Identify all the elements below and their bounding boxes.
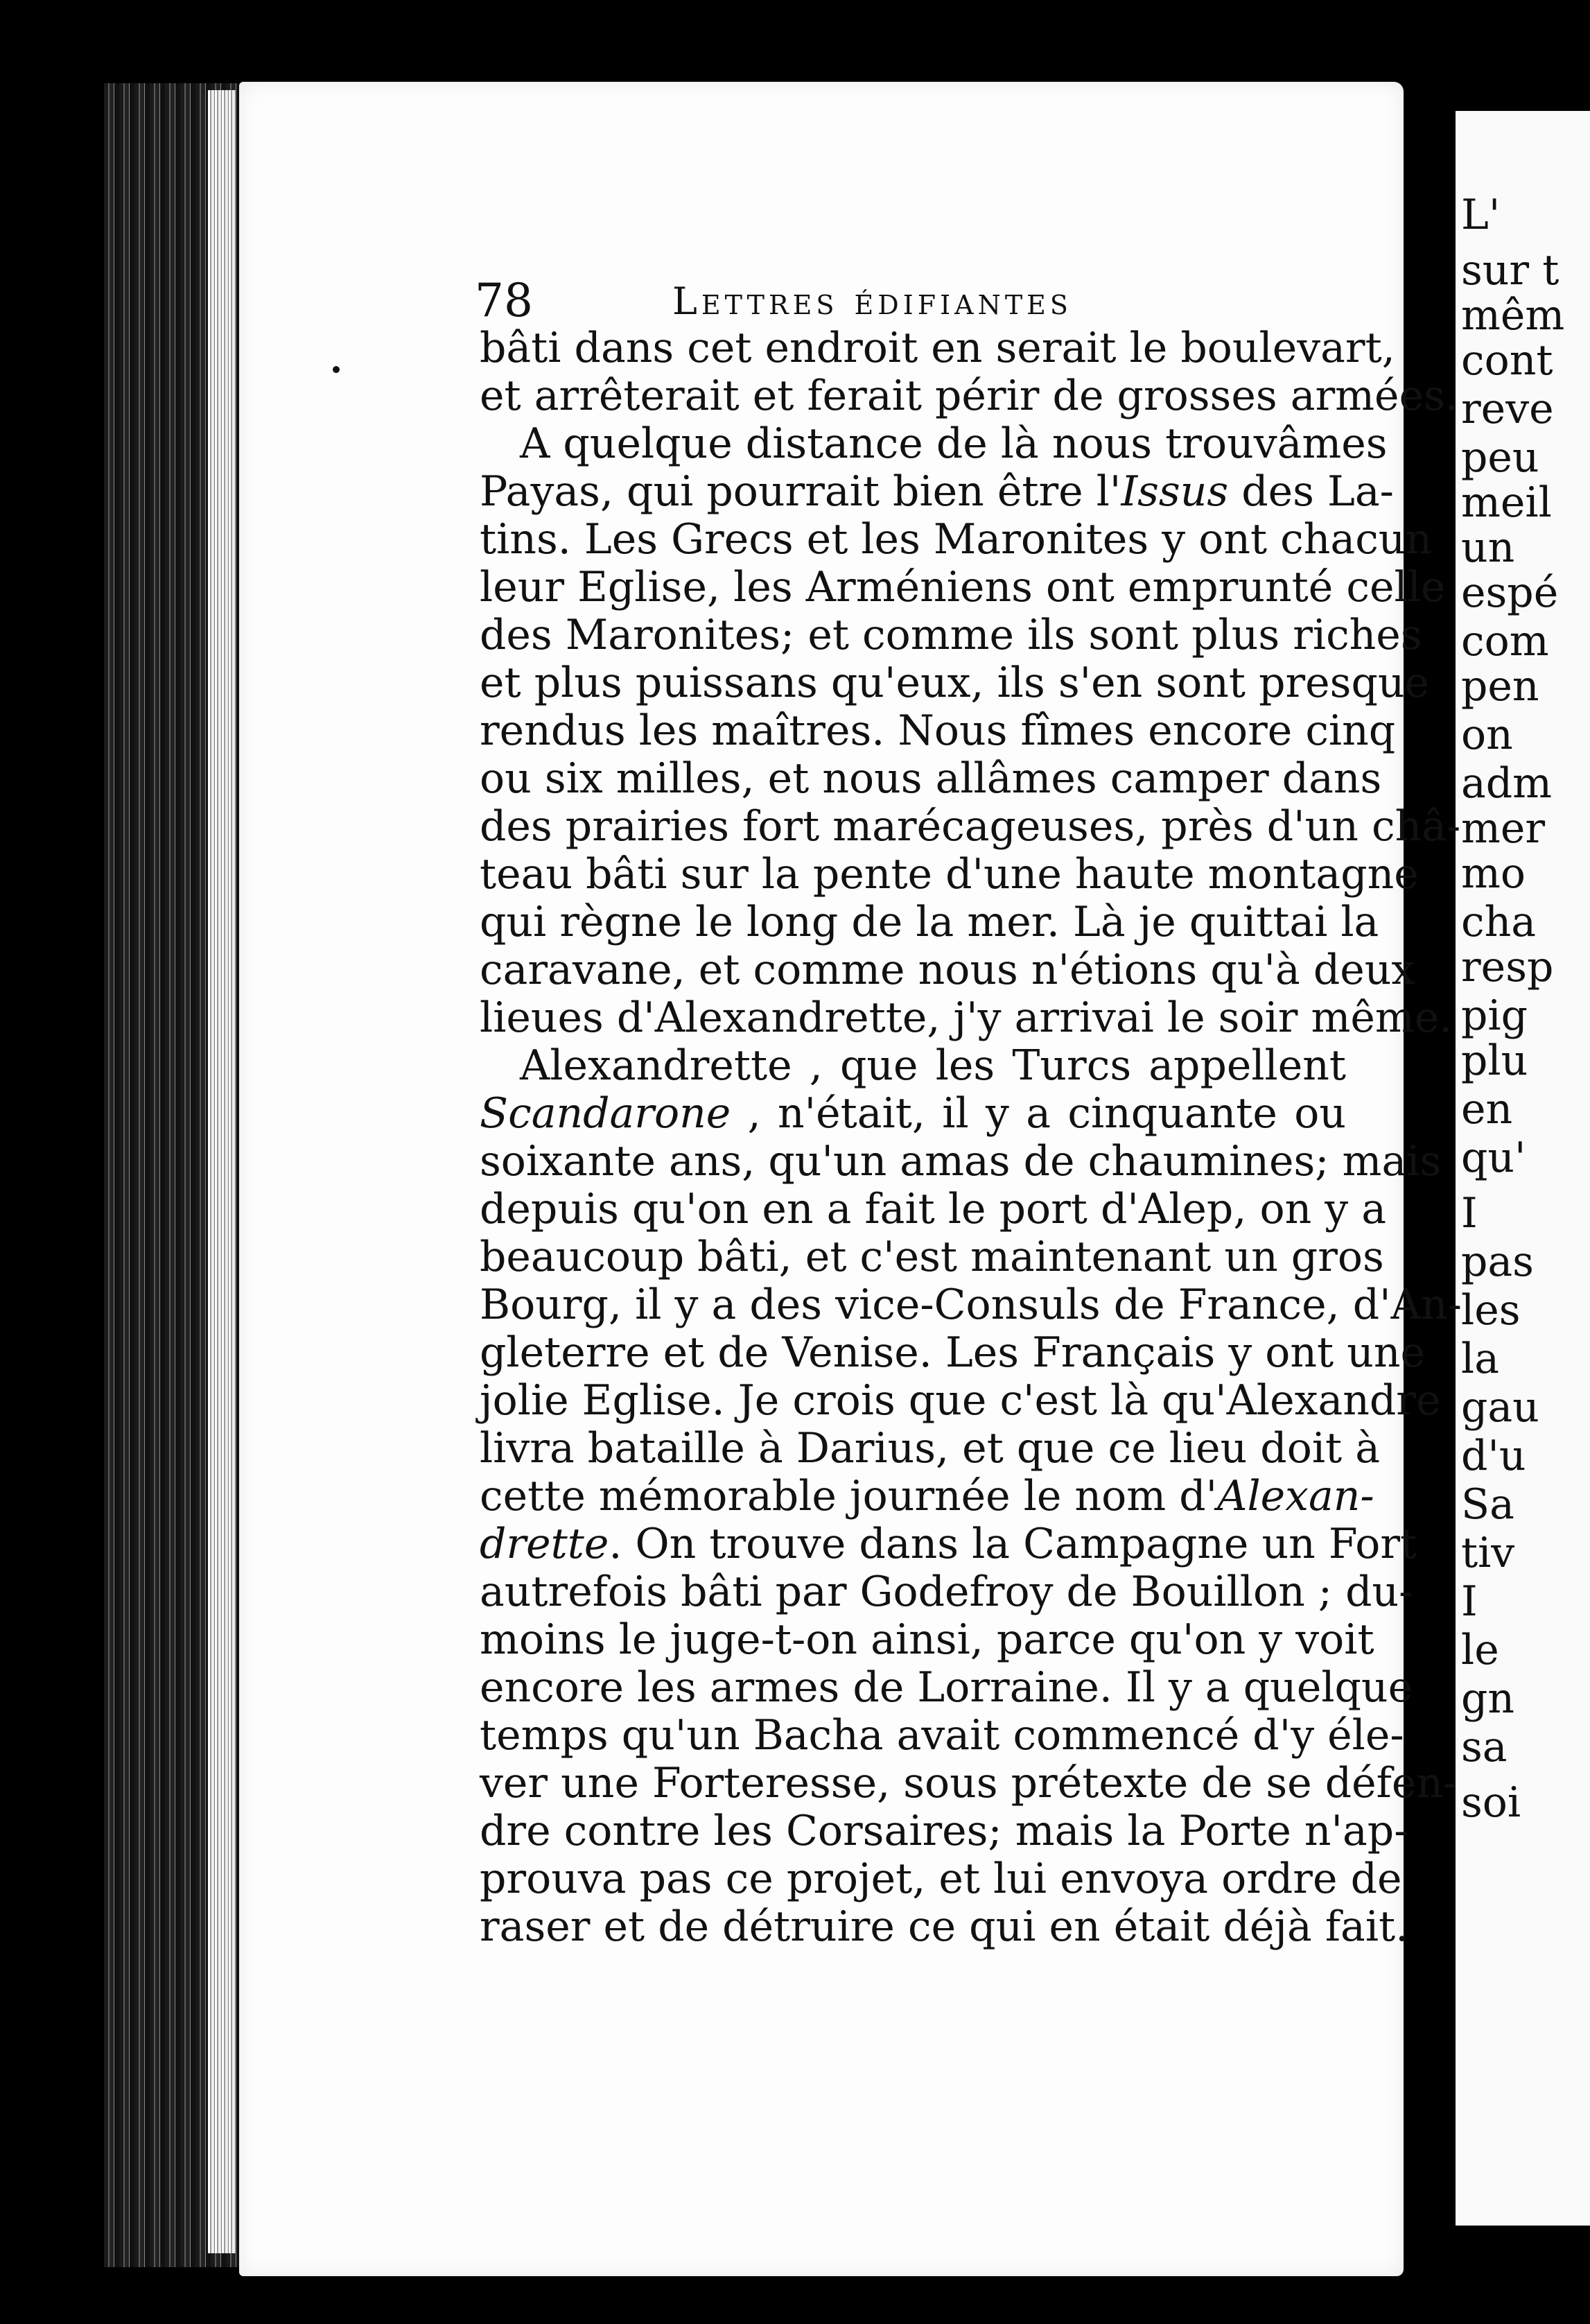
text-line xyxy=(480,1137,1442,1186)
text-run: Scandarone xyxy=(480,1089,731,1138)
next-page-text-fragment: com xyxy=(1461,617,1549,666)
text-run: lieues d'Alexandrette, j'y arrivai le soir même. xyxy=(480,994,1453,1042)
text-line xyxy=(480,754,1382,803)
text-run: dre contre les Corsaires; mais la Porte n'ap- xyxy=(480,1807,1408,1855)
next-page-text-fragment: pig xyxy=(1461,991,1528,1040)
text-run: Issus xyxy=(1121,467,1229,516)
next-page-text-fragment: reve xyxy=(1461,385,1554,433)
next-page-text-fragment: cont xyxy=(1461,336,1553,385)
text-line xyxy=(480,1376,1441,1425)
next-page-text-fragment: L' xyxy=(1461,191,1501,239)
running-title: Lettres édifiantes xyxy=(672,279,1072,323)
next-page-text-fragment: adm xyxy=(1461,759,1553,808)
text-run: des La- xyxy=(1228,467,1394,516)
text-line xyxy=(480,1424,1380,1473)
text-run: ver une Forteresse, sous prétexte de se défen- xyxy=(480,1759,1458,1807)
text-run: A quelque distance de là nous trouvâmes xyxy=(520,419,1388,468)
next-page-text-fragment: mer xyxy=(1461,804,1546,853)
text-run: livra bataille à Darius, et que ce lieu doit à xyxy=(480,1424,1380,1473)
text-run: ou six milles, et nous allâmes camper dans xyxy=(480,754,1382,803)
text-run: depuis qu'on en a fait le port d'Alep, on y a xyxy=(480,1185,1387,1233)
text-line xyxy=(480,659,1430,707)
text-run: , n'était, il y a cinquante ou xyxy=(731,1089,1346,1138)
text-line xyxy=(480,1233,1384,1281)
next-page-text-fragment: Sa xyxy=(1461,1480,1514,1529)
body-text xyxy=(480,324,1462,1951)
text-line xyxy=(480,1472,1374,1520)
text-run: . On trouve dans la Campagne un Fort xyxy=(609,1520,1417,1568)
next-page-text-fragment: gn xyxy=(1461,1674,1515,1723)
next-page-text-fragment: plu xyxy=(1461,1037,1528,1085)
text-line xyxy=(480,898,1379,946)
text-line xyxy=(480,1615,1374,1664)
text-run: gleterre et de Venise. Les Français y ont une xyxy=(480,1328,1426,1377)
page-edge-highlight xyxy=(208,90,236,2253)
text-run: beaucoup bâti, et c'est maintenant un gros xyxy=(480,1233,1384,1281)
text-run: des prairies fort marécageuses, près d'un châ- xyxy=(480,802,1461,851)
text-run: et arrêterait et ferait périr de grosses armées. xyxy=(480,372,1458,420)
text-line xyxy=(480,850,1419,899)
text-run: soixante ans, qu'un amas de chaumines; mais xyxy=(480,1137,1442,1186)
text-run: temps qu'un Bacha avait commencé d'y éle- xyxy=(480,1711,1404,1760)
text-run: Alexandrette , que les Turcs appellent xyxy=(520,1041,1346,1090)
text-line xyxy=(480,1663,1413,1712)
text-line xyxy=(480,1328,1426,1377)
text-line xyxy=(480,802,1461,851)
next-page-text-fragment: pen xyxy=(1461,662,1539,711)
text-run: autrefois bâti par Godefroy de Bouillon ; du- xyxy=(480,1568,1413,1616)
text-line xyxy=(480,1090,1346,1138)
text-run: tins. Les Grecs et les Maronites y ont chacun xyxy=(480,515,1433,564)
text-line xyxy=(480,419,1388,468)
text-run: encore les armes de Lorraine. Il y a quelque xyxy=(480,1663,1413,1712)
next-page-text-fragment: espé xyxy=(1461,569,1559,617)
page-number: 78 xyxy=(475,274,533,327)
next-page-text-fragment: mêm xyxy=(1461,291,1565,340)
ink-speck xyxy=(333,366,340,373)
next-page-text-fragment: en xyxy=(1461,1085,1513,1134)
text-line xyxy=(480,515,1433,564)
next-page-text-fragment: I xyxy=(1461,1189,1478,1238)
text-run: raser et de détruire ce qui en était déjà fait. xyxy=(480,1902,1409,1951)
text-line xyxy=(480,1520,1417,1568)
text-line xyxy=(480,563,1446,612)
text-line xyxy=(480,1759,1458,1807)
text-line xyxy=(480,1568,1413,1616)
next-page-text-fragment: la xyxy=(1461,1335,1499,1383)
next-page-text-fragment: un xyxy=(1461,523,1515,572)
next-page-text-fragment: d'u xyxy=(1461,1432,1526,1480)
text-run: moins le juge-t-on ainsi, parce qu'on y voit xyxy=(480,1615,1374,1664)
text-run: qui règne le long de la mer. Là je quittai la xyxy=(480,898,1379,946)
text-line xyxy=(480,467,1394,516)
text-run: cette mémorable journée le nom d' xyxy=(480,1472,1218,1520)
next-page-text-fragment: les xyxy=(1461,1286,1521,1335)
page-header xyxy=(475,274,1168,329)
text-run: des Maronites; et comme ils sont plus riches xyxy=(480,611,1422,659)
text-run: et plus puissans qu'eux, ils s'en sont presque xyxy=(480,659,1430,707)
next-page-text-fragment: le xyxy=(1461,1626,1499,1674)
text-run: leur Eglise, les Arméniens ont emprunté celle xyxy=(480,563,1446,612)
next-page-text-fragment: sur t xyxy=(1461,246,1560,295)
text-line xyxy=(480,1807,1408,1855)
next-page-text-fragment: meil xyxy=(1461,478,1552,527)
text-line xyxy=(480,994,1453,1042)
text-line xyxy=(480,1281,1462,1329)
text-run: bâti dans cet endroit en serait le boulevart, xyxy=(480,324,1395,372)
text-line xyxy=(480,1711,1404,1760)
text-line xyxy=(480,1855,1402,1903)
next-page-text-fragment: gau xyxy=(1461,1383,1539,1432)
next-page-fragment xyxy=(1456,111,1590,2226)
text-line xyxy=(480,324,1395,372)
text-line xyxy=(480,946,1415,994)
next-page-text-fragment: resp xyxy=(1461,943,1554,991)
text-run: Bourg, il y a des vice-Consuls de France, d'An- xyxy=(480,1281,1462,1329)
next-page-text-fragment: mo xyxy=(1461,849,1526,898)
next-page-text-fragment: qu' xyxy=(1461,1134,1526,1182)
text-run: Alexan- xyxy=(1217,1472,1374,1520)
text-run: caravane, et comme nous n'étions qu'à deux xyxy=(480,946,1415,994)
text-run: Payas, qui pourrait bien être l' xyxy=(480,467,1121,516)
text-line xyxy=(480,611,1422,659)
next-page-text-fragment: cha xyxy=(1461,898,1537,946)
next-page-text-fragment: I xyxy=(1461,1577,1478,1626)
next-page-text-fragment: peu xyxy=(1461,433,1539,482)
next-page-text-fragment: on xyxy=(1461,711,1513,759)
text-line xyxy=(480,706,1396,755)
text-line xyxy=(480,1042,1346,1090)
text-run: jolie Eglise. Je crois que c'est là qu'Alexandre xyxy=(480,1376,1441,1425)
text-line xyxy=(480,372,1458,420)
text-run: teau bâti sur la pente d'une haute montagne xyxy=(480,850,1419,899)
next-page-text-fragment: soi xyxy=(1461,1778,1521,1827)
next-page-text-fragment: tiv xyxy=(1461,1529,1515,1577)
text-run: prouva pas ce projet, et lui envoya ordre de xyxy=(480,1855,1402,1903)
text-line xyxy=(480,1185,1387,1233)
next-page-text-fragment: sa xyxy=(1461,1723,1508,1771)
next-page-text-fragment: pas xyxy=(1461,1238,1534,1286)
text-line xyxy=(480,1902,1409,1951)
text-run: drette xyxy=(480,1520,609,1568)
text-run: rendus les maîtres. Nous fîmes encore cinq xyxy=(480,706,1396,755)
